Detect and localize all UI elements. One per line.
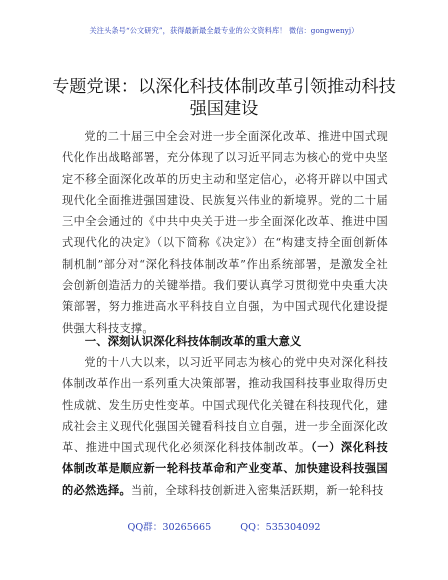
section-paragraph-tail: 当前，全球科技创新进入密集活跃期，新一轮科技 (130, 483, 384, 497)
section-paragraph-bold: （一）深化科技体制改革是顺应新一轮科技革命和产业变革、加快建设科技强国的必然选择。 (62, 440, 388, 497)
page-title: 专题党课：以深化科技体制改革引领推动科技强国建设 (52, 77, 396, 119)
section-paragraph-text: 党的十八大以来，以习近平同志为核心的党中央对深化科技体制改革作出一系列重大决策部署，推动我国科技事业取得历史性成就、发生历史性变革。中国式现代化关键在科技现代化，建成社会主义现代化强国关键看科技自立自强，进一步全面深化改革、推进中国式现代化必须深化科技体制改革。 (62, 356, 388, 455)
footer-qq-group: QQ群：30265665 (127, 522, 212, 533)
footer-contact (0, 519, 448, 533)
header-note: 关注头条号“公文研究”，获得最新最全最专业的公文资料库！ 微信：gongwenyj） (89, 26, 359, 35)
intro-paragraph: 党的二十届三中全会对进一步全面深化改革、推进中国式现代化作出战略部署，充分体现了以习近平同志为核心的党中央坚定不移全面深化改革的历史主动和坚定信心，必将开辟以中国式现代化全面推进强国建设、民族复兴伟业的新境界。党的二十届三中全会通过的《中共中央关于进一步全面深化改革、推进中国式现代化的决定》（以下简称《决定》）在“构建支持全面创新体制机制”部分对“深化科技体制改革”作出系统部署，是激发全社会创新创造活力的关键举措。我们要认真学习贯彻党中央重大决策部署，努力推进高水平科技自立自强，为中国式现代化建设提供强大科技支撑。 (62, 130, 388, 335)
section-paragraph (62, 352, 388, 501)
section-heading: 一、深刻认识深化科技体制改革的重大意义 (84, 334, 302, 348)
footer-qq: QQ：535304092 (240, 522, 321, 533)
